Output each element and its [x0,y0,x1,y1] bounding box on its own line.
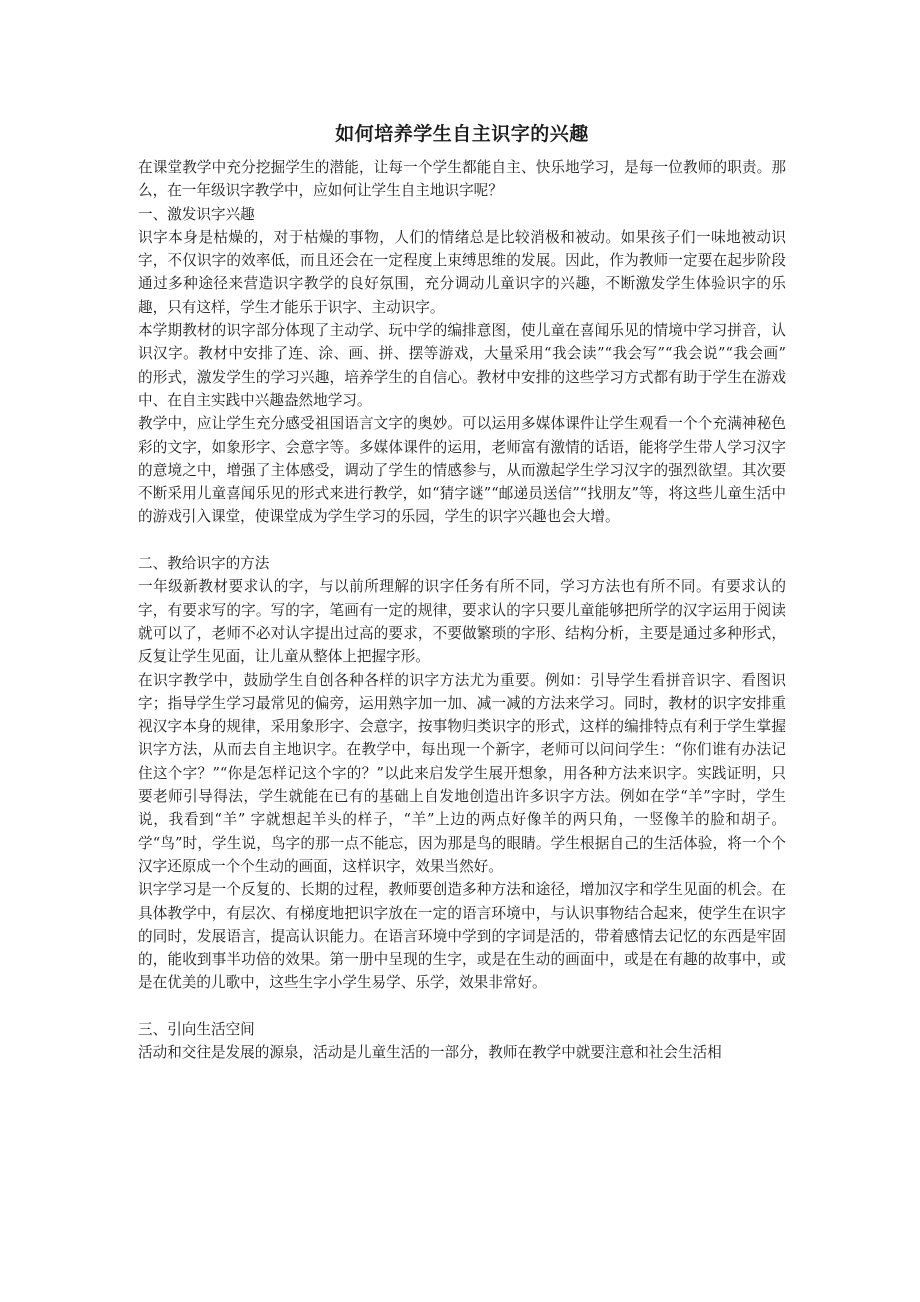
section-2 [138,552,786,995]
section-heading: 二、教给识字的方法 [138,555,270,573]
section-3 [138,1018,786,1065]
body-paragraph: 一年级新教材要求认的字，与以前所理解的识字任务有所不同，学习方法也有所不同。有要求认的字，有要求写的字。写的字，笔画有一定的规律，要求认的字只要儿童能够把所学的汉字运用于阅读就可以了，老师不必对认字提出过高的要求，不要做繁琐的字形、结构分析，主要是通过多种形式，反复让学生见面，让儿童从整体上把握字形。 [138,578,786,666]
blank-line [138,529,786,552]
body-paragraph: 活动和交往是发展的源泉，活动是儿童生活的一部分，教师在教学中就要注意和社会生活相 [138,1044,722,1062]
section-1 [138,203,786,529]
document-title: 如何培养学生自主识字的兴趣 [335,123,589,145]
document-page [138,118,786,1065]
body-paragraph: 识字本身是枯燥的，对于枯燥的事物，人们的情绪总是比较消极和被动。如果孩子们一味地被动识字，不仅识字的效率低，而且还会在一定程度上束缚思维的发展。因此，作为教师一定要在起步阶段通过多种途径来营造识字教学的良好氛围，充分调动儿童识字的兴趣，不断激发学生体验识字的乐趣，只有这样，学生才能乐于识字、主动识字。 [138,228,786,316]
blank-line [138,995,786,1018]
section-heading: 一、激发识字兴趣 [138,205,255,223]
body-paragraph: 识字学习是一个反复的、长期的过程，教师要创造多种方法和途径，增加汉字和学生见面的机会。在具体教学中，有层次、有梯度地把识字放在一定的语言环境中，与认识事物结合起来，使学生在识字的同时，发展语言，提高认识能力。在语言环境中学到的字词是活的，带着感情去记忆的东西是牢固的，能收到事半功倍的效果。第一册中呈现的生字，或是在生动的画面中，或是在有趣的故事中，或是在优美的儿歌中，这些生字小学生易学、乐学，效果非常好。 [138,881,786,992]
body-paragraph: 本学期教材的识字部分体现了主动学、玩中学的编排意图，使儿童在喜闻乐见的情境中学习拼音，认识汉字。教材中安排了连、涂、画、拼、摆等游戏，大量采用“我会读”“我会写”“我会说”“我会画” 的形式，激发学生的学习兴趣，培养学生的自信心。教材中安排的这些学习方式都有助于学生在游戏中、在自主实践中兴趣盎然地学习。 [138,322,786,409]
section-heading: 三、引向生活空间 [138,1020,255,1038]
body-paragraph: 在识字教学中，鼓励学生自创各种各样的识字方法尤为重要。例如：引导学生看拼音识字、看图识字；指导学生学习最常见的偏旁，运用熟字加一加、减一减的方法来学习。同时，教材的识字安排重视汉字本身的规律，采用象形字、会意字，按事物归类识字的形式，这样的编排特点有利于学生掌握识字方法，从而去自主地识字。在教学中，每出现一个新字，老师可以问问学生：“你们谁有办法记住这个字？”“你是怎样记这个字的？”以此来启发学生展开想象，用各种方法来识字。实践证明，只要老师引导得法，学生就能在已有的基础上自发地创造出许多识字方法。例如在学“羊”字时，学生说，我看到“羊” 字就想起羊头的样子，“羊”上边的两点好像羊的两只角，一竖像羊的脸和胡子。学“鸟”时，学生说，鸟字的那一点不能忘，因为那是鸟的眼睛。学生根据自己的生活体验，将一个个汉字还原成一个个生动的画面，这样识字，效果当然好。 [138,671,786,875]
body-paragraph: 教学中，应让学生充分感受祖国语言文字的奥妙。可以运用多媒体课件让学生观看一个个充满神秘色彩的文字，如象形字、会意字等。多媒体课件的运用，老师富有激情的话语，能将学生带人学习汉字的意境之中，增强了主体感受，调动了学生的情感参与，从而激起学生学习汉字的强烈欲望。其次要不断采用儿童喜闻乐见的形式来进行教学，如“猜字谜”“邮递员送信”“找朋友”等，将这些儿童生活中的游戏引入课堂，使课堂成为学生学习的乐园，学生的识字兴趣也会大增。 [138,415,786,526]
intro-paragraph: 在课堂教学中充分挖掘学生的潜能，让每一个学生都能自主、快乐地学习，是每一位教师的职责。那么，在一年级识字教学中，应如何让学生自主地识字呢？ [138,159,786,200]
